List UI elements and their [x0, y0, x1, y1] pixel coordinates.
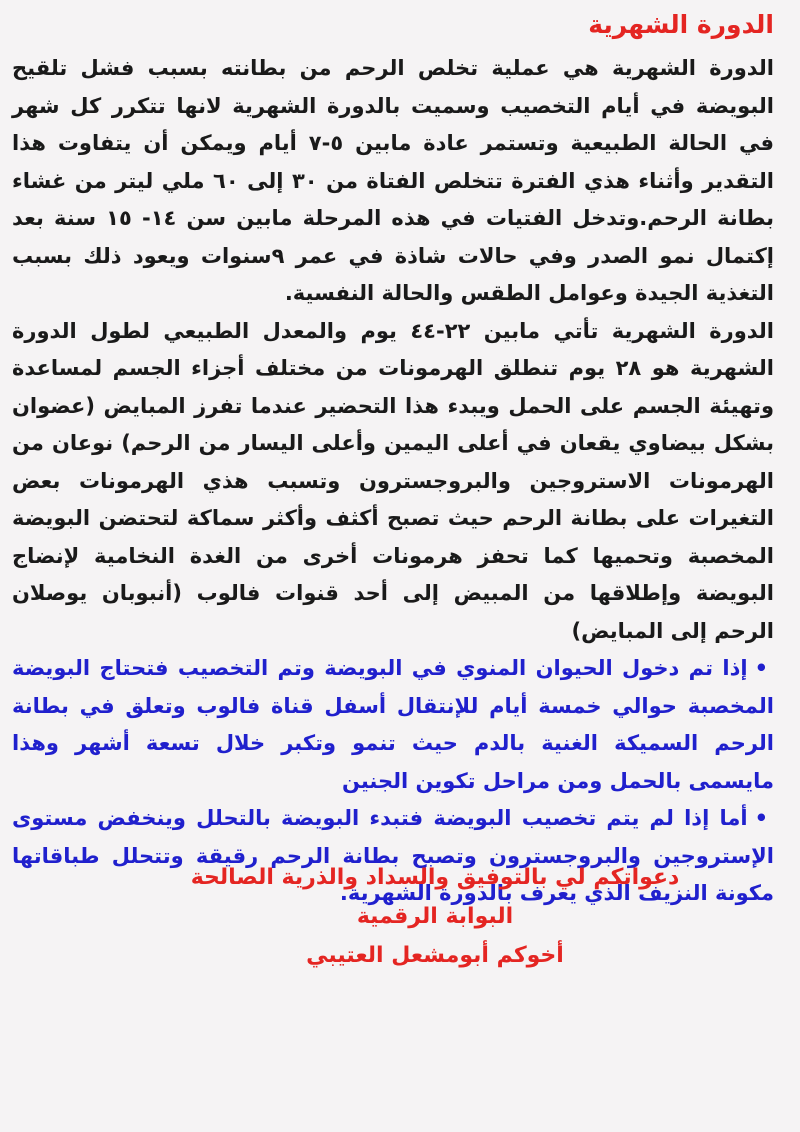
bullet-text-fertilized: إذا تم دخول الحيوان المنوي في البويضة وتم التخصيب فتحتاج البويضة المخصبة حوالي خمسة أيام للإنتقال أسفل قناة فالوب وتعلق في بطانة الرحم السميكة الغنية بالدم حيث تنمو وتكبر خلال تسعة أشهر وهذا مايسمى بالحمل ومن مراحل تكوين الجنين — [12, 656, 774, 793]
bullet-text-unfertilized: أما إذا لم يتم تخصيب البويضة فتبدء البويضة بالتحلل وينخفض مستوى الإستروجين والبروجسترون وتصبح بطانة الرحم رقيقة وتتحلل طباقاتها مكونة النزيف الذي يعرف بالدورة الشهرية. — [12, 806, 774, 905]
body-paragraph-cycle-details: الدورة الشهرية تأتي مابين ٢٢-٤٤ يوم والمعدل الطبيعي لطول الدورة الشهرية هو ٢٨ يوم تنطلق الهرمونات من مختلف أجزاء الجسم لمساعدة وتهيئة الجسم على الحمل ويبدء هذا التحضير عندما تفرز المبايض (عضوان بشكل بيضاوي يقعان في أعلى اليمين وأعلى اليسار من الرحم) نوعان من الهرمونات الاستروجين والبروجسترون وتسبب هذي الهرمونات بعض التغيرات على بطانة الرحم حيث تصبح أكثف وأكثر سماكة لتحتضن البويضة المخصبة وتحميها كما تحفز هرمونات أخرى من الغدة النخامية لإنضاج البويضة وإطلاقها من المبيض إلى أحد قنوات فالوب (أنبوبان يوصلان الرحم إلى المبايض) — [12, 318, 774, 643]
bullet-marker: • — [754, 806, 768, 830]
footer-line-site-name: البوابة الرقمية — [356, 904, 514, 929]
body-paragraph-intro: الدورة الشهرية هي عملية تخلص الرحم من بطانته بسبب فشل تلقيح البويضة في أيام التخصيب وسميت بالدورة الشهرية لانها تتكرر كل شهر في الحالة الطبيعية وتستمر عادة مابين ٥-٧ أيام ويمكن أن يتفاوت هذا التقدير وأثناء هذي الفترة تتخلص الفتاة من ٣٠ إلى ٦٠ ملي ليتر من غشاء بطانة الرحم.وتدخل الفتيات في هذه المرحلة مابين سن ١٤- ١٥ سنة بعد إكتمال نمو الصدر وفي حالات شاذة في عمر ٩سنوات ويعود ذلك بسبب التغذية الجيدة وعوامل الطقس والحالة النفسية. — [12, 56, 775, 305]
footer-signature — [70, 858, 800, 975]
footer-line-author: أخوكم أبومشعل العتيبي — [306, 943, 564, 968]
bullet-item-fertilized — [12, 650, 774, 800]
bullet-marker: • — [754, 656, 768, 680]
page-title: الدورة الشهرية — [588, 10, 774, 39]
footer-line-blessing: دعواتكم لي بالتوفيق والسداد والذرية الصالحة — [190, 865, 680, 890]
